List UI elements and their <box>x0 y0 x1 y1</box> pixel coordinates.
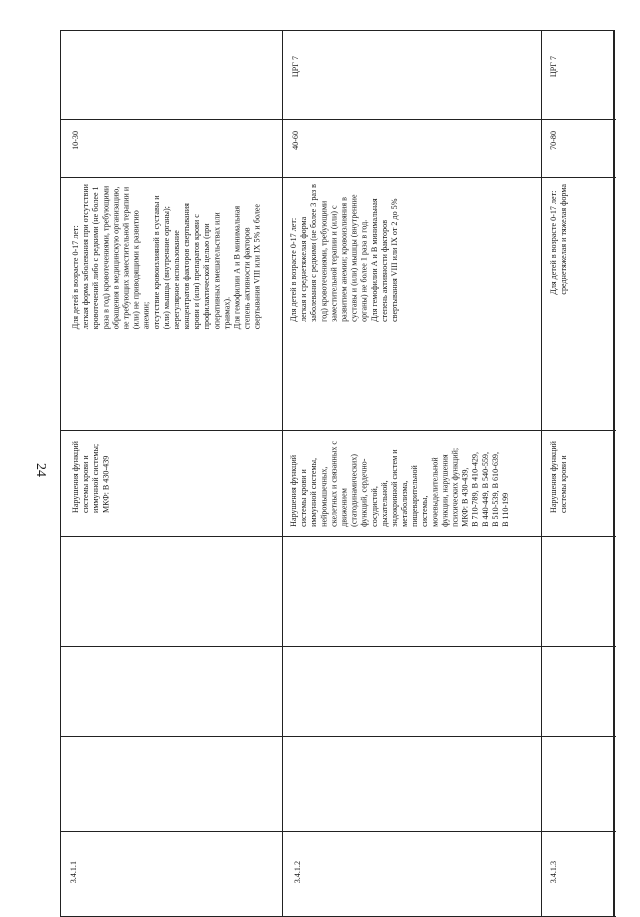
row-id: 3.4.1.3 <box>549 861 558 884</box>
percent-cell: 40-60 <box>291 131 300 150</box>
row-id: 3.4.1.1 <box>69 861 78 884</box>
criteria-cell: Для детей в возрасте 0-17 лет: легкая форма заболевания при отсутствии кровотечений либо с редкими (не более 1 раза в год) кровотечениями, требующими обращения в медицинскую организацию, не требующих заместительной терапии и (или) не приводящими к развитию анемии; отсутствие кровоизлияний в суставы и (или) мышцы (внутренние органы); нерегулярное использование концентратов факторов свертывания крови и (или) препаратов крови с профилактической целью (при оперативных вмешательствах или травмах). Для гемофилии А и В минимальная степень активности факторов свертывания VIII или IX 5% и более <box>71 184 262 330</box>
column-boundary <box>61 119 616 120</box>
column-boundary <box>61 831 616 832</box>
column-boundary <box>61 646 616 647</box>
document-table <box>60 30 615 916</box>
column-boundary <box>61 536 616 537</box>
row-id: 3.4.1.2 <box>293 861 302 884</box>
group-cell: ЦРГ 7 <box>549 56 558 78</box>
percent-cell: 70-80 <box>549 131 558 150</box>
page-number: 24 <box>33 463 48 477</box>
disease-cell: Нарушения функций системы крови и <box>549 441 569 514</box>
column-boundary <box>61 736 616 737</box>
criteria-cell: Для детей в возрасте 0-17 лет: легкая и среднетяжелая форма заболевания с редкими (не более 3 раз в год) кровотечениями, требующими заместительной терапии и (или) с развитием анемии; кровоизлияния в суставы и (или) мышцы (внутренние органы) не более 1 раза в год. Для гемофилии А и В минимальная степень активности факторов свертывания VIII или IX от 2 до 5% <box>289 184 399 322</box>
column-boundary <box>61 430 616 431</box>
criteria-cell: Для детей в возрасте 0-17 лет: среднетяжелая и тяжелая форма <box>549 184 569 295</box>
disease-cell: Нарушения функций системы крови и иммунной системы; МКФ: В 430-439 <box>71 441 111 514</box>
group-cell: ЦРГ 7 <box>291 56 300 78</box>
column-boundary <box>61 177 616 178</box>
disease-cell: Нарушения функций системы крови и иммунной системы, нейромышечных, скелетных и связанных с движением (статодинамических) функций, сердечно- сосудистой, дыхательной, эндокринной систем и метаболизма, пищеварительной системы, мочевыделительной функции, нарушения психических функций; МКФ: В 430-439, В 710-789, В 410-429, В 440-449, В 540-559, В 510-539, В 610-639, В 110-199 <box>289 441 510 527</box>
row-boundary <box>541 31 542 916</box>
percent-cell: 10-30 <box>71 131 80 150</box>
row-boundary <box>282 31 283 916</box>
